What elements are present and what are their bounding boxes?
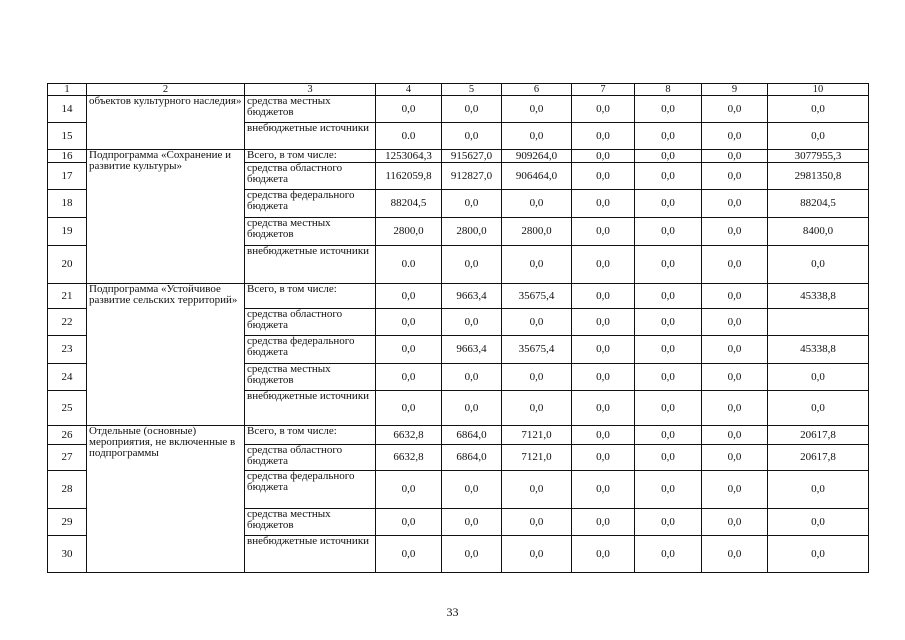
value-cell: 0,0 — [635, 309, 702, 336]
value-cell: 0,0 — [768, 391, 869, 426]
value-cell: 0,0 — [442, 364, 502, 391]
value-cell: 909264,0 — [502, 150, 572, 163]
value-cell: 0,0 — [635, 391, 702, 426]
value-cell: 0,0 — [572, 445, 635, 471]
row-number: 28 — [48, 471, 87, 509]
value-cell: 2981350,8 — [768, 163, 869, 190]
value-cell: 0,0 — [702, 471, 768, 509]
value-cell: 8400,0 — [768, 218, 869, 246]
value-cell: 0,0 — [702, 150, 768, 163]
value-cell: 0,0 — [702, 246, 768, 284]
value-cell: 0,0 — [635, 150, 702, 163]
value-cell: 0,0 — [442, 246, 502, 284]
value-cell: 0,0 — [635, 426, 702, 445]
value-cell: 6632,8 — [376, 426, 442, 445]
column-header: 8 — [635, 84, 702, 96]
value-cell: 0,0 — [572, 426, 635, 445]
value-cell: 0,0 — [635, 123, 702, 150]
column-header: 9 — [702, 84, 768, 96]
value-cell: 0,0 — [376, 284, 442, 309]
row-number: 19 — [48, 218, 87, 246]
value-cell: 0,0 — [502, 96, 572, 123]
value-cell: 0,0 — [376, 96, 442, 123]
table-row — [48, 96, 869, 123]
value-cell: 2800,0 — [376, 218, 442, 246]
funding-source: средства федерального бюджета — [245, 190, 376, 218]
value-cell: 0,0 — [635, 471, 702, 509]
value-cell: 0,0 — [572, 190, 635, 218]
funding-source: средства областного бюджета — [245, 163, 376, 190]
value-cell: 0,0 — [376, 471, 442, 509]
value-cell: 915627,0 — [442, 150, 502, 163]
funding-source: средства областного бюджета — [245, 445, 376, 471]
value-cell: 0.0 — [376, 246, 442, 284]
row-number: 30 — [48, 536, 87, 573]
funding-source: средства федерального бюджета — [245, 471, 376, 509]
value-cell: 0,0 — [572, 391, 635, 426]
value-cell: 0,0 — [442, 309, 502, 336]
value-cell: 0,0 — [376, 509, 442, 536]
row-number: 15 — [48, 123, 87, 150]
value-cell: 0,0 — [502, 391, 572, 426]
row-number: 21 — [48, 284, 87, 309]
value-cell: 45338,8 — [768, 284, 869, 309]
value-cell: 0,0 — [635, 509, 702, 536]
value-cell: 0,0 — [572, 218, 635, 246]
funding-source: Всего, в том числе: — [245, 284, 376, 309]
budget-table — [47, 83, 869, 573]
value-cell: 0,0 — [635, 445, 702, 471]
value-cell: 6864,0 — [442, 426, 502, 445]
value-cell: 7121,0 — [502, 445, 572, 471]
value-cell: 0,0 — [502, 246, 572, 284]
value-cell: 0,0 — [572, 309, 635, 336]
value-cell: 0,0 — [635, 163, 702, 190]
value-cell: 1253064,3 — [376, 150, 442, 163]
table-row — [48, 426, 869, 445]
funding-source: Всего, в том числе: — [245, 426, 376, 445]
value-cell: 0,0 — [572, 246, 635, 284]
value-cell: 6864,0 — [442, 445, 502, 471]
value-cell: 0,0 — [502, 309, 572, 336]
value-cell: 0,0 — [502, 471, 572, 509]
value-cell: 0,0 — [702, 336, 768, 364]
row-number: 26 — [48, 426, 87, 445]
funding-source: средства областного бюджета — [245, 309, 376, 336]
header-row — [48, 84, 869, 96]
value-cell: 0,0 — [635, 190, 702, 218]
value-cell: 20617,8 — [768, 426, 869, 445]
value-cell: 0,0 — [572, 471, 635, 509]
value-cell: 0,0 — [442, 471, 502, 509]
value-cell: 0,0 — [442, 536, 502, 573]
value-cell — [768, 309, 869, 336]
value-cell: 912827,0 — [442, 163, 502, 190]
column-header: 3 — [245, 84, 376, 96]
value-cell: 0,0 — [768, 246, 869, 284]
value-cell: 0,0 — [572, 536, 635, 573]
value-cell: 0,0 — [768, 536, 869, 573]
value-cell: 1162059,8 — [376, 163, 442, 190]
funding-source: внебюджетные источники — [245, 246, 376, 284]
value-cell: 0,0 — [572, 336, 635, 364]
funding-source: средства местных бюджетов — [245, 96, 376, 123]
funding-source: внебюджетные источники — [245, 536, 376, 573]
value-cell: 0,0 — [768, 471, 869, 509]
value-cell: 0,0 — [702, 509, 768, 536]
value-cell: 88204,5 — [768, 190, 869, 218]
program-name: Отдельные (основные) мероприятия, не включенные в подпрограммы — [87, 426, 245, 573]
value-cell: 0,0 — [702, 123, 768, 150]
value-cell: 0,0 — [635, 96, 702, 123]
value-cell: 20617,8 — [768, 445, 869, 471]
funding-source: средства местных бюджетов — [245, 364, 376, 391]
value-cell: 2800,0 — [502, 218, 572, 246]
value-cell: 906464,0 — [502, 163, 572, 190]
column-header: 6 — [502, 84, 572, 96]
value-cell: 0,0 — [702, 364, 768, 391]
column-header: 1 — [48, 84, 87, 96]
value-cell: 0,0 — [442, 190, 502, 218]
funding-source: внебюджетные источники — [245, 391, 376, 426]
value-cell: 0,0 — [635, 246, 702, 284]
value-cell: 35675,4 — [502, 284, 572, 309]
value-cell: 0,0 — [768, 123, 869, 150]
value-cell: 0,0 — [702, 391, 768, 426]
value-cell: 0,0 — [376, 309, 442, 336]
row-number: 14 — [48, 96, 87, 123]
value-cell: 0,0 — [376, 364, 442, 391]
funding-source: средства федерального бюджета — [245, 336, 376, 364]
value-cell: 0,0 — [635, 364, 702, 391]
value-cell: 0,0 — [572, 123, 635, 150]
value-cell: 0,0 — [702, 445, 768, 471]
value-cell: 45338,8 — [768, 336, 869, 364]
value-cell: 9663,4 — [442, 336, 502, 364]
value-cell: 0,0 — [702, 284, 768, 309]
value-cell: 0,0 — [502, 536, 572, 573]
value-cell: 0,0 — [502, 364, 572, 391]
value-cell: 0,0 — [572, 96, 635, 123]
value-cell: 0,0 — [376, 336, 442, 364]
funding-source: Всего, в том числе: — [245, 150, 376, 163]
row-number: 20 — [48, 246, 87, 284]
value-cell: 0,0 — [376, 536, 442, 573]
page-number: 33 — [446, 605, 459, 619]
value-cell: 0,0 — [635, 336, 702, 364]
table-row — [48, 150, 869, 163]
value-cell: 0,0 — [442, 509, 502, 536]
column-header: 10 — [768, 84, 869, 96]
value-cell: 2800,0 — [442, 218, 502, 246]
value-cell: 0,0 — [702, 426, 768, 445]
row-number: 23 — [48, 336, 87, 364]
value-cell: 0,0 — [768, 364, 869, 391]
value-cell: 0,0 — [768, 96, 869, 123]
row-number: 22 — [48, 309, 87, 336]
column-header: 2 — [87, 84, 245, 96]
value-cell: 35675,4 — [502, 336, 572, 364]
value-cell: 0,0 — [376, 391, 442, 426]
table-row — [48, 284, 869, 309]
funding-source: средства местных бюджетов — [245, 509, 376, 536]
value-cell: 0,0 — [702, 96, 768, 123]
value-cell: 0,0 — [572, 509, 635, 536]
value-cell: 0,0 — [702, 163, 768, 190]
value-cell: 0,0 — [572, 364, 635, 391]
funding-source: средства местных бюджетов — [245, 218, 376, 246]
program-name: Подпрограмма «Устойчивое развитие сельских территорий» — [87, 284, 245, 426]
program-name: объектов культурного наследия» — [87, 96, 245, 150]
value-cell: 6632,8 — [376, 445, 442, 471]
row-number: 25 — [48, 391, 87, 426]
value-cell: 0.0 — [376, 123, 442, 150]
value-cell: 0,0 — [572, 150, 635, 163]
value-cell: 0,0 — [702, 190, 768, 218]
value-cell: 0,0 — [702, 218, 768, 246]
value-cell: 0,0 — [442, 96, 502, 123]
value-cell: 0,0 — [702, 309, 768, 336]
value-cell: 0,0 — [768, 509, 869, 536]
funding-source: внебюджетные источники — [245, 123, 376, 150]
value-cell: 9663,4 — [442, 284, 502, 309]
program-name: Подпрограмма «Сохранение и развитие культуры» — [87, 150, 245, 284]
column-header: 4 — [376, 84, 442, 96]
value-cell: 0,0 — [635, 536, 702, 573]
value-cell: 0,0 — [442, 123, 502, 150]
value-cell: 0,0 — [502, 190, 572, 218]
row-number: 16 — [48, 150, 87, 163]
column-header: 7 — [572, 84, 635, 96]
column-header: 5 — [442, 84, 502, 96]
value-cell: 0,0 — [572, 284, 635, 309]
value-cell: 0,0 — [502, 123, 572, 150]
row-number: 27 — [48, 445, 87, 471]
row-number: 17 — [48, 163, 87, 190]
row-number: 29 — [48, 509, 87, 536]
row-number: 24 — [48, 364, 87, 391]
value-cell: 0,0 — [572, 163, 635, 190]
value-cell: 0,0 — [635, 218, 702, 246]
value-cell: 3077955,3 — [768, 150, 869, 163]
value-cell: 0,0 — [502, 509, 572, 536]
value-cell: 0,0 — [635, 284, 702, 309]
value-cell: 88204,5 — [376, 190, 442, 218]
row-number: 18 — [48, 190, 87, 218]
value-cell: 0,0 — [702, 536, 768, 573]
value-cell: 0,0 — [442, 391, 502, 426]
value-cell: 7121,0 — [502, 426, 572, 445]
